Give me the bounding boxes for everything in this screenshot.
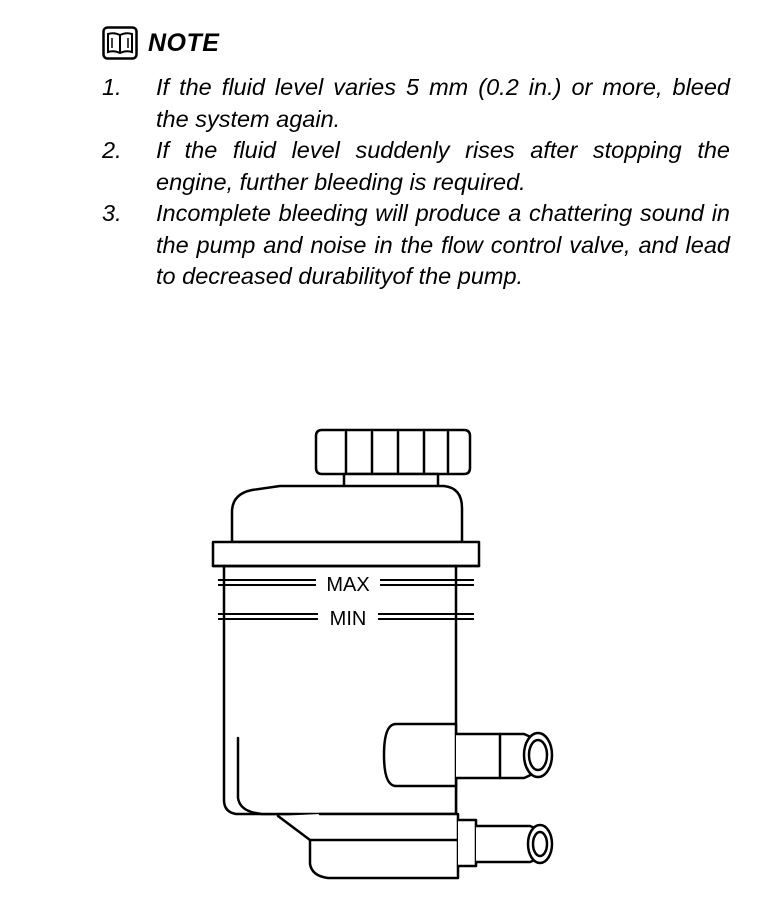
max-label: MAX: [326, 574, 370, 596]
reservoir-top: [232, 486, 462, 542]
list-item-number: 1.: [102, 74, 122, 100]
list-item-text: If the fluid level varies 5 mm (0.2 in.) or more, bleed the system again.: [156, 74, 730, 132]
note-title: NOTE: [148, 28, 220, 57]
min-label: MIN: [329, 608, 367, 630]
list-item-number: 2.: [102, 137, 122, 163]
list-item-number: 3.: [102, 200, 122, 226]
lower-hose-fitting: [458, 820, 552, 866]
list-item-text: Incomplete bleeding will produce a chattering sound in the pump and noise in the flow control valve, and lead to decreased durabilityof the pump.: [156, 200, 730, 289]
upper-hose-fitting: [384, 724, 552, 786]
reservoir-rim: [213, 542, 479, 566]
reservoir-cap: [316, 430, 470, 488]
list-item-text: If the fluid level suddenly rises after stopping the engine, further bleeding is required.: [156, 137, 730, 195]
reservoir-base: [278, 814, 458, 878]
